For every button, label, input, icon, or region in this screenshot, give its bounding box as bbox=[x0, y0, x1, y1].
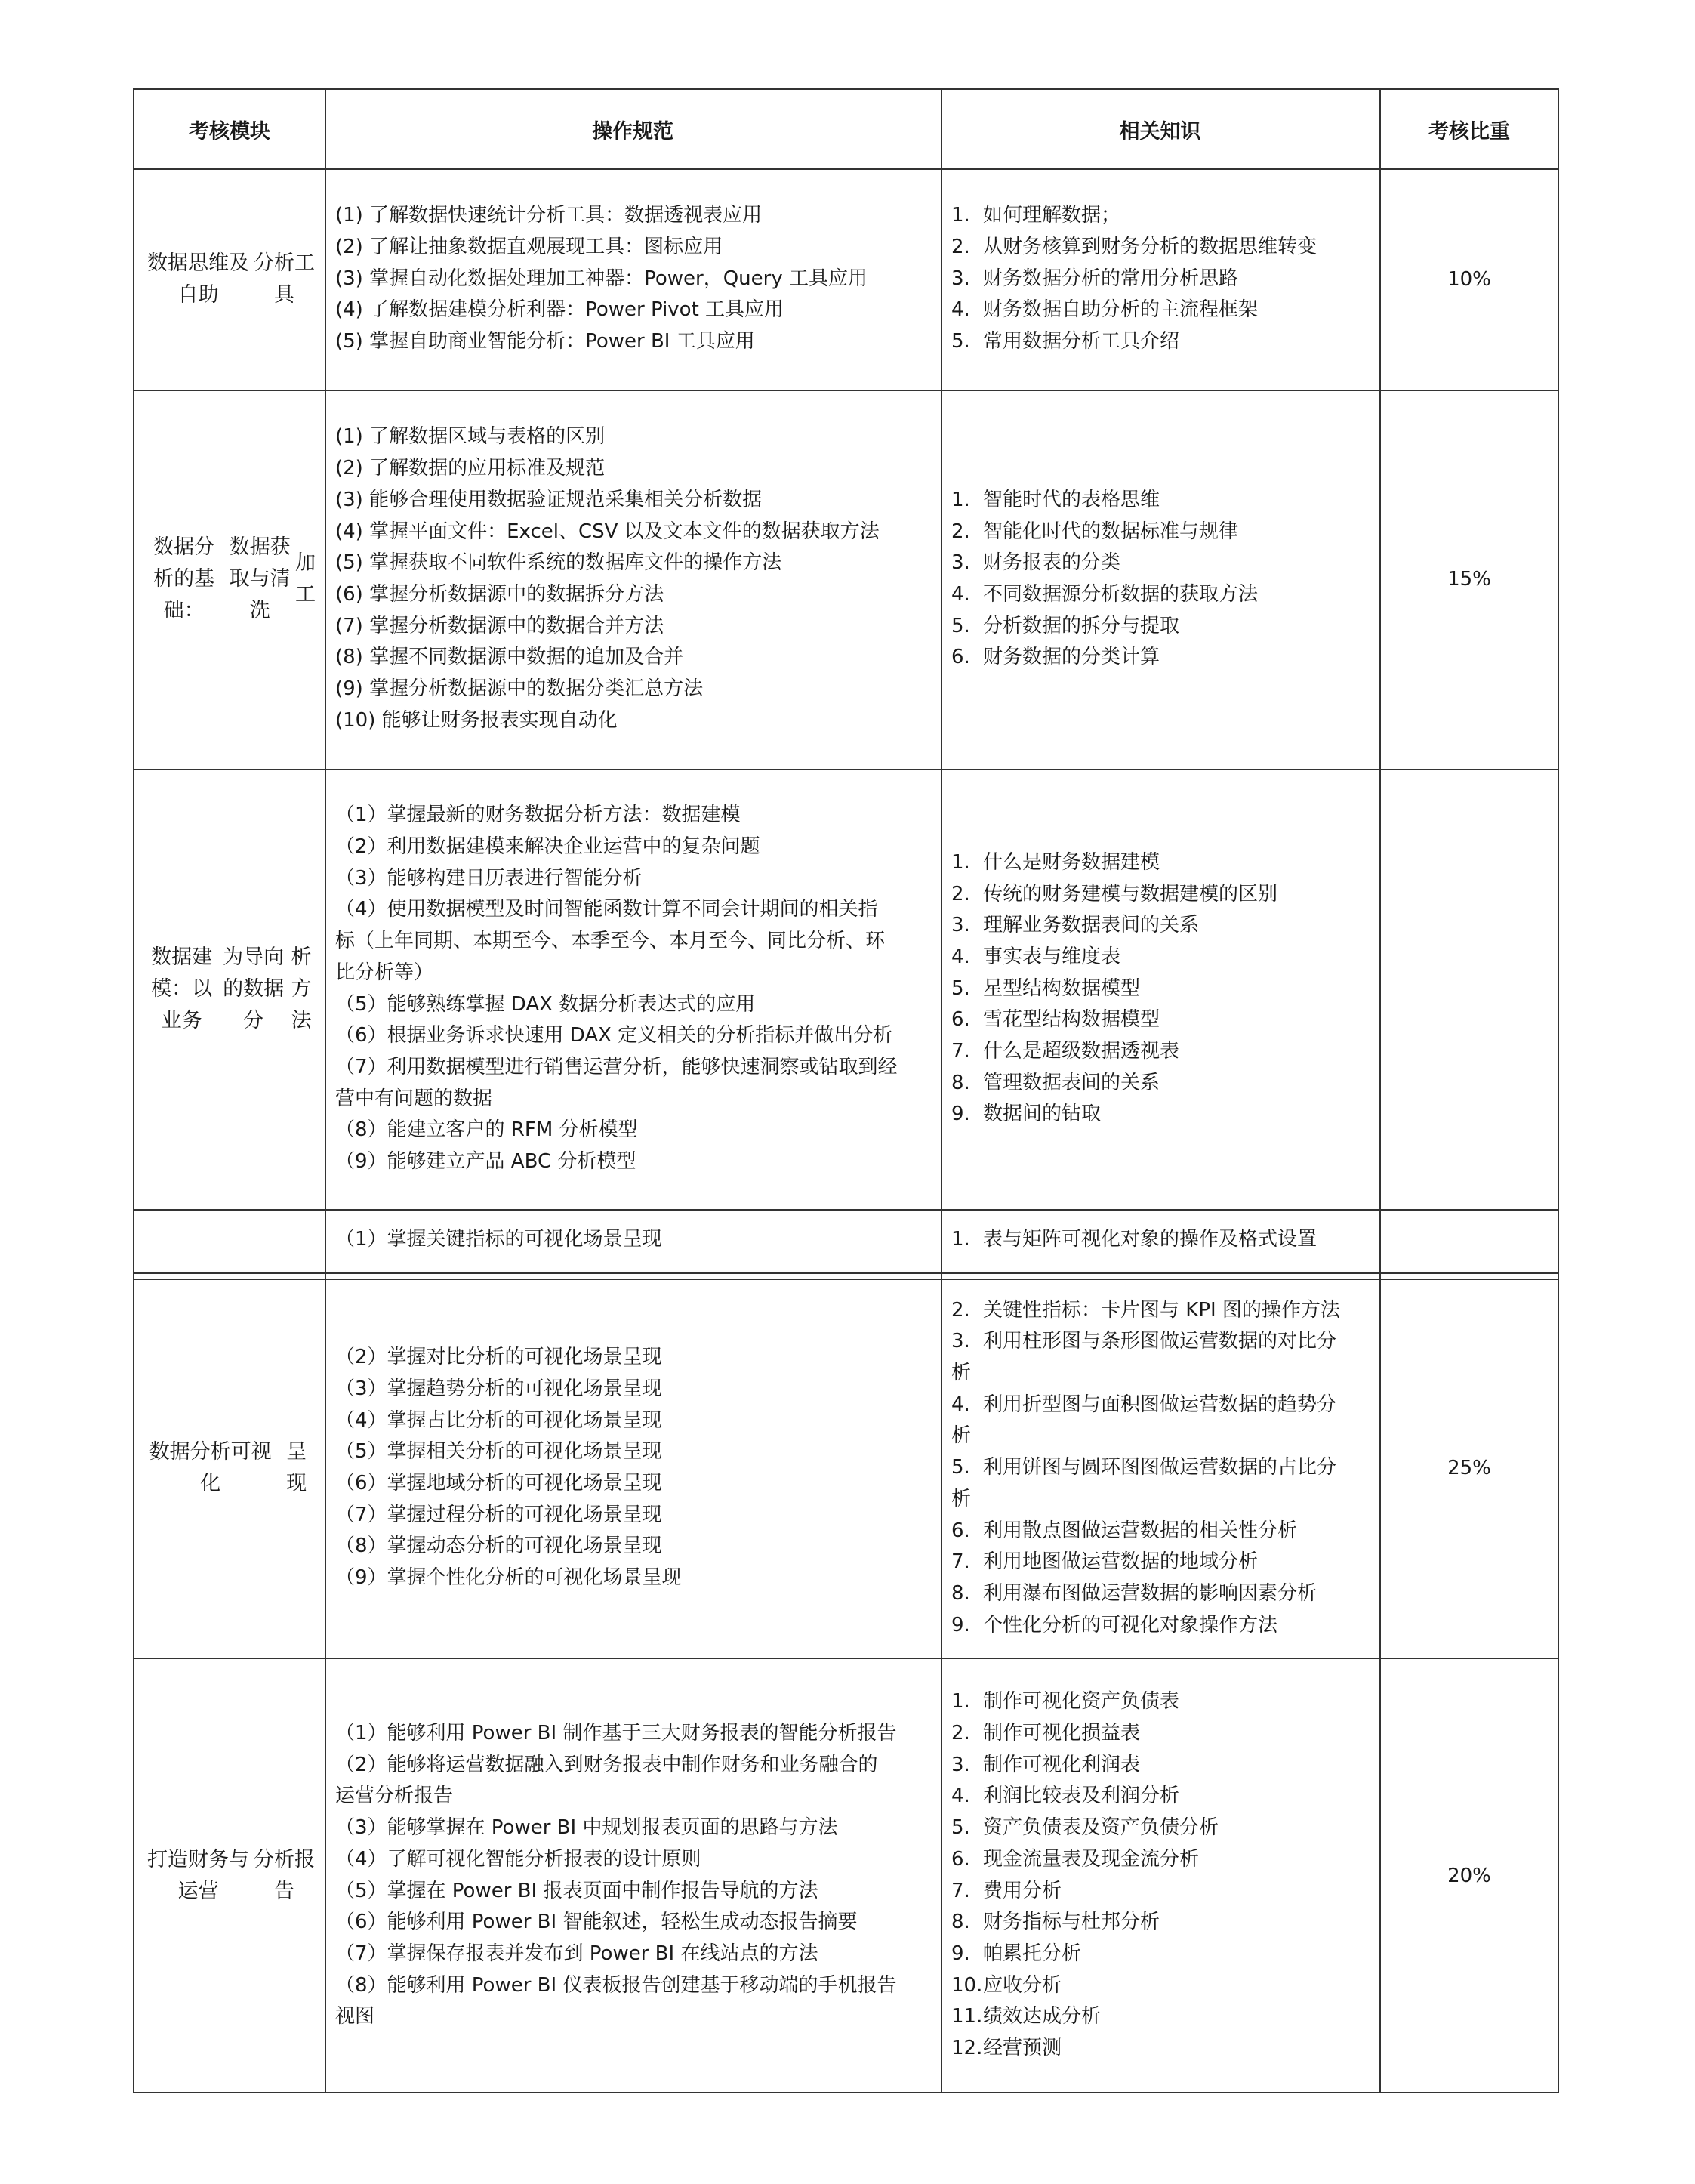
operations-cell bbox=[325, 1209, 941, 1272]
knowledge-text: 分析数据的拆分与提取 bbox=[983, 614, 1180, 637]
knowledge-text: 制作可视化利润表 bbox=[983, 1753, 1141, 1776]
knowledge-text: 利用折型图与面积图做运营数据的趋势分 bbox=[983, 1393, 1337, 1416]
knowledge-number: 2. bbox=[951, 882, 970, 905]
knowledge-text: 不同数据源分析数据的获取方法 bbox=[983, 583, 1259, 606]
operations-cell bbox=[325, 769, 941, 1209]
knowledge-item bbox=[951, 485, 1370, 517]
module-cell bbox=[134, 1279, 325, 1658]
header-module: 考核模块 bbox=[189, 119, 270, 143]
knowledge-number: 2. bbox=[951, 520, 970, 543]
knowledge-number: 3. bbox=[951, 1753, 970, 1776]
knowledge-number: 8. bbox=[951, 1581, 970, 1605]
knowledge-number: 2. bbox=[951, 235, 970, 258]
operation-item: （8）能够利用 Power BI 仪表板报告创建基于移动端的手机报告 bbox=[335, 1973, 897, 1997]
knowledge-number: 4. bbox=[951, 945, 970, 968]
knowledge-number: 7. bbox=[951, 1040, 970, 1063]
knowledge-number: 5. bbox=[951, 614, 970, 637]
knowledge-item bbox=[951, 910, 1370, 942]
knowledge-number: 6. bbox=[951, 1008, 970, 1032]
knowledge-number: 8. bbox=[951, 1911, 970, 1934]
knowledge-text: 帕累托分析 bbox=[983, 1942, 1082, 1965]
operation-item: (10) 能够让财务报表实现自动化 bbox=[335, 708, 618, 732]
operation-item: (5) 掌握获取不同软件系统的数据库文件的操作方法 bbox=[335, 551, 782, 575]
knowledge-number: 8. bbox=[951, 1071, 970, 1094]
module-line: 数据建模：以业务 bbox=[151, 945, 213, 1032]
operation-item: （4）掌握占比分析的可视化场景呈现 bbox=[335, 1408, 662, 1432]
operation-item: (5) 掌握自助商业智能分析：Power BI 工具应用 bbox=[335, 330, 755, 353]
module-cell bbox=[134, 390, 325, 769]
operation-item: (2) 了解让抽象数据直观展现工具：图标应用 bbox=[335, 235, 723, 258]
operation-item: （5）能够熟练掌握 DAX 数据分析表达式的应用 bbox=[335, 992, 756, 1016]
module-line: 分析报告 bbox=[254, 1847, 316, 1903]
knowledge-text: 常用数据分析工具介绍 bbox=[983, 330, 1180, 353]
knowledge-number: 4. bbox=[951, 1393, 970, 1416]
knowledge-item bbox=[951, 1939, 1370, 1970]
operation-item: （1）掌握最新的财务数据分析方法：数据建模 bbox=[335, 804, 741, 827]
operation-item: （8）能建立客户的 RFM 分析模型 bbox=[335, 1118, 638, 1142]
knowledge-text: 财务数据分析的常用分析思路 bbox=[983, 267, 1239, 290]
knowledge-item bbox=[951, 1844, 1370, 1876]
knowledge-item bbox=[951, 1295, 1370, 1327]
weight-cell bbox=[1379, 769, 1559, 1209]
operation-item: (3) 掌握自动化数据处理加工神器：Power，Query 工具应用 bbox=[335, 267, 868, 290]
knowledge-number: 1. bbox=[951, 204, 970, 227]
knowledge-number: 4. bbox=[951, 298, 970, 322]
weight-cell: 10% bbox=[1447, 267, 1491, 291]
knowledge-text: 关键性指标：卡片图与 KPI 图的操作方法 bbox=[983, 1298, 1340, 1322]
knowledge-number: 2. bbox=[951, 1298, 970, 1322]
operation-item: 营中有问题的数据 bbox=[335, 1087, 493, 1110]
knowledge-number: 5. bbox=[951, 330, 970, 353]
knowledge-item bbox=[951, 326, 1370, 358]
module-cell bbox=[134, 769, 325, 1209]
knowledge-number: 6. bbox=[951, 646, 970, 669]
knowledge-cell bbox=[941, 1658, 1379, 2093]
module-cell bbox=[134, 1658, 325, 2093]
operation-item: (7) 掌握分析数据源中的数据合并方法 bbox=[335, 614, 664, 637]
knowledge-item bbox=[951, 200, 1370, 232]
knowledge-text: 财务指标与杜邦分析 bbox=[983, 1911, 1160, 1934]
knowledge-item bbox=[951, 548, 1370, 579]
knowledge-number: 1. bbox=[951, 1690, 970, 1714]
knowledge-text: 析 bbox=[951, 1362, 972, 1385]
knowledge-item bbox=[951, 2001, 1370, 2033]
knowledge-number: 1. bbox=[951, 488, 970, 511]
knowledge-text: 个性化分析的可视化对象操作方法 bbox=[983, 1613, 1278, 1636]
operation-item: (9) 掌握分析数据源中的数据分类汇总方法 bbox=[335, 677, 704, 701]
knowledge-text: 析 bbox=[951, 1424, 972, 1448]
operation-item: （3）掌握趋势分析的可视化场景呈现 bbox=[335, 1377, 662, 1400]
knowledge-number: 5. bbox=[951, 1456, 970, 1479]
operation-item: （9）能够建立产品 ABC 分析模型 bbox=[335, 1150, 636, 1174]
knowledge-number: 3. bbox=[951, 551, 970, 575]
module-line: 数据获取与清洗 bbox=[229, 535, 291, 622]
weight-cell: 20% bbox=[1447, 1864, 1491, 1887]
assessment-table bbox=[133, 88, 1559, 2093]
knowledge-item bbox=[951, 1036, 1370, 1068]
knowledge-text: 绩效达成分析 bbox=[983, 2005, 1102, 2028]
operations-cell bbox=[325, 168, 941, 390]
knowledge-number: 9. bbox=[951, 1613, 970, 1636]
knowledge-text: 从财务核算到财务分析的数据思维转变 bbox=[983, 235, 1317, 258]
module-line: 为导向的数据分 bbox=[223, 945, 285, 1032]
knowledge-number: 9. bbox=[951, 1942, 970, 1965]
module-line: 加工 bbox=[295, 551, 316, 606]
knowledge-number: 3. bbox=[951, 914, 970, 937]
module-line: 呈现 bbox=[286, 1440, 307, 1495]
operation-item: （5）掌握在 Power BI 报表页面中制作报告导航的方法 bbox=[335, 1879, 818, 1902]
operation-item: （7）掌握过程分析的可视化场景呈现 bbox=[335, 1503, 662, 1526]
knowledge-item bbox=[951, 1781, 1370, 1812]
knowledge-item bbox=[951, 1421, 1370, 1452]
knowledge-item bbox=[951, 1452, 1370, 1484]
knowledge-item bbox=[951, 1718, 1370, 1750]
knowledge-number: 2. bbox=[951, 1721, 970, 1744]
knowledge-text: 什么是财务数据建模 bbox=[983, 850, 1160, 874]
knowledge-number: 3. bbox=[951, 267, 970, 290]
knowledge-text: 利润比较表及利润分析 bbox=[983, 1785, 1180, 1808]
knowledge-item bbox=[951, 611, 1370, 643]
weight-cell: 25% bbox=[1447, 1457, 1491, 1479]
knowledge-item bbox=[951, 232, 1370, 264]
operation-item: （2）掌握对比分析的可视化场景呈现 bbox=[335, 1346, 662, 1369]
knowledge-item bbox=[951, 517, 1370, 548]
knowledge-item bbox=[951, 1876, 1370, 1908]
knowledge-item bbox=[951, 1547, 1370, 1578]
knowledge-item bbox=[951, 1750, 1370, 1781]
operation-item: （3）能够构建日历表进行智能分析 bbox=[335, 866, 643, 890]
knowledge-number: 12. bbox=[951, 2037, 983, 2060]
knowledge-text: 制作可视化资产负债表 bbox=[983, 1690, 1180, 1714]
knowledge-text: 财务数据的分类计算 bbox=[983, 646, 1160, 669]
knowledge-text: 数据间的钻取 bbox=[983, 1103, 1102, 1126]
header-knowledge: 相关知识 bbox=[1119, 119, 1201, 143]
module-line: 数据分析可视化 bbox=[149, 1440, 272, 1495]
operation-item: （7）掌握保存报表并发布到 Power BI 在线站点的方法 bbox=[335, 1942, 818, 1965]
knowledge-number: 6. bbox=[951, 1519, 970, 1542]
knowledge-text: 雪花型结构数据模型 bbox=[983, 1008, 1160, 1032]
knowledge-text: 事实表与维度表 bbox=[983, 945, 1121, 968]
knowledge-item bbox=[951, 1358, 1370, 1390]
knowledge-item bbox=[951, 1326, 1370, 1358]
knowledge-item bbox=[951, 847, 1370, 879]
operation-item: （4）了解可视化智能分析报表的设计原则 bbox=[335, 1847, 701, 1871]
knowledge-item bbox=[951, 973, 1370, 1005]
operation-item: （1）掌握关键指标的可视化场景呈现 bbox=[335, 1228, 662, 1251]
operation-item: (1) 了解数据快速统计分析工具：数据透视表应用 bbox=[335, 204, 763, 227]
knowledge-item bbox=[951, 642, 1370, 674]
knowledge-item bbox=[951, 1970, 1370, 2002]
operation-item: （7）利用数据模型进行销售运营分析，能够快速洞察或钻取到经 bbox=[335, 1055, 898, 1078]
operation-item: (4) 了解数据建模分析利器：Power Pivot 工具应用 bbox=[335, 298, 784, 322]
knowledge-number: 1. bbox=[951, 1228, 970, 1251]
operation-item: （6）能够利用 Power BI 智能叙述，轻松生成动态报告摘要 bbox=[335, 1911, 858, 1934]
knowledge-cell bbox=[941, 769, 1379, 1209]
knowledge-item bbox=[951, 1610, 1370, 1642]
operation-item: （9）掌握个性化分析的可视化场景呈现 bbox=[335, 1566, 682, 1590]
knowledge-text: 经营预测 bbox=[983, 2037, 1062, 2060]
knowledge-item bbox=[951, 1686, 1370, 1718]
row-divider bbox=[134, 1272, 1558, 1274]
knowledge-item bbox=[951, 879, 1370, 911]
knowledge-text: 利用地图做运营数据的地域分析 bbox=[983, 1550, 1259, 1574]
knowledge-text: 理解业务数据表间的关系 bbox=[983, 914, 1200, 937]
knowledge-number: 1. bbox=[951, 850, 970, 874]
knowledge-item bbox=[951, 1578, 1370, 1610]
knowledge-number: 6. bbox=[951, 1847, 970, 1871]
operation-item: （8）掌握动态分析的可视化场景呈现 bbox=[335, 1535, 662, 1558]
knowledge-number: 7. bbox=[951, 1550, 970, 1574]
operations-cell bbox=[325, 1658, 941, 2093]
operation-item: 运营分析报告 bbox=[335, 1785, 454, 1808]
knowledge-number: 4. bbox=[951, 583, 970, 606]
knowledge-item bbox=[951, 295, 1370, 326]
knowledge-text: 智能时代的表格思维 bbox=[983, 488, 1160, 511]
operation-item: (3) 能够合理使用数据验证规范采集相关分析数据 bbox=[335, 488, 763, 511]
module-line: 析方法 bbox=[291, 945, 312, 1032]
module-line: 打造财务与运营 bbox=[147, 1847, 250, 1903]
module-line: 数据分析的基础： bbox=[153, 535, 215, 622]
operation-item: 标（上年同期、本期至今、本季至今、本月至今、同比分析、环 bbox=[335, 930, 886, 953]
knowledge-text: 财务报表的分类 bbox=[983, 551, 1121, 575]
knowledge-text: 星型结构数据模型 bbox=[983, 976, 1141, 1000]
operation-item: （5）掌握相关分析的可视化场景呈现 bbox=[335, 1440, 662, 1464]
knowledge-text: 应收分析 bbox=[983, 1973, 1062, 1997]
operation-item: (1) 了解数据区域与表格的区别 bbox=[335, 425, 606, 449]
knowledge-text: 资产负债表及资产负债分析 bbox=[983, 1816, 1219, 1840]
knowledge-item bbox=[951, 2033, 1370, 2065]
knowledge-item bbox=[951, 1068, 1370, 1100]
operation-item: (2) 了解数据的应用标准及规范 bbox=[335, 457, 606, 480]
operation-item: （1）能够利用 Power BI 制作基于三大财务报表的智能分析报告 bbox=[335, 1721, 897, 1744]
knowledge-item bbox=[951, 264, 1370, 295]
knowledge-text: 传统的财务建模与数据建模的区别 bbox=[983, 882, 1278, 905]
operation-item: （6）掌握地域分析的可视化场景呈现 bbox=[335, 1472, 662, 1495]
module-line: 数据思维及自助 bbox=[147, 251, 250, 307]
module-cell bbox=[134, 168, 325, 390]
knowledge-item bbox=[951, 1516, 1370, 1547]
knowledge-text: 制作可视化损益表 bbox=[983, 1721, 1141, 1744]
knowledge-item bbox=[951, 1812, 1370, 1844]
knowledge-item bbox=[951, 1224, 1370, 1256]
knowledge-text: 利用瀑布图做运营数据的影响因素分析 bbox=[983, 1581, 1317, 1605]
knowledge-text: 表与矩阵可视化对象的操作及格式设置 bbox=[983, 1228, 1317, 1251]
knowledge-number: 4. bbox=[951, 1785, 970, 1808]
knowledge-cell bbox=[941, 390, 1379, 769]
operation-item: 视图 bbox=[335, 2005, 375, 2028]
knowledge-text: 析 bbox=[951, 1487, 972, 1510]
knowledge-number: 5. bbox=[951, 1816, 970, 1840]
knowledge-item bbox=[951, 1484, 1370, 1516]
knowledge-item bbox=[951, 1099, 1370, 1131]
knowledge-item bbox=[951, 1004, 1370, 1036]
header-weight: 考核比重 bbox=[1428, 119, 1510, 143]
knowledge-cell bbox=[941, 168, 1379, 390]
knowledge-cell bbox=[941, 1209, 1379, 1272]
knowledge-item bbox=[951, 579, 1370, 611]
operations-cell bbox=[325, 390, 941, 769]
knowledge-item bbox=[951, 942, 1370, 973]
module-cell bbox=[134, 1209, 325, 1272]
operation-item: (8) 掌握不同数据源中数据的追加及合并 bbox=[335, 646, 684, 669]
knowledge-number: 5. bbox=[951, 976, 970, 1000]
module-line: 分析工具 bbox=[254, 251, 316, 307]
weight-cell bbox=[1379, 1209, 1559, 1272]
operation-item: （2）利用数据建模来解决企业运营中的复杂问题 bbox=[335, 834, 760, 858]
knowledge-number: 3. bbox=[951, 1330, 970, 1353]
knowledge-text: 管理数据表间的关系 bbox=[983, 1071, 1160, 1094]
operation-item: (4) 掌握平面文件：Excel、CSV 以及文本文件的数据获取方法 bbox=[335, 520, 880, 543]
operation-item: （2）能够将运营数据融入到财务报表中制作财务和业务融合的 bbox=[335, 1753, 878, 1776]
operation-item: （3）能够掌握在 Power BI 中规划报表页面的思路与方法 bbox=[335, 1816, 838, 1840]
knowledge-text: 费用分析 bbox=[983, 1879, 1062, 1902]
knowledge-text: 智能化时代的数据标准与规律 bbox=[983, 520, 1239, 543]
knowledge-item bbox=[951, 1907, 1370, 1939]
operation-item: （6）根据业务诉求快速用 DAX 定义相关的分析指标并做出分析 bbox=[335, 1024, 893, 1047]
knowledge-text: 利用饼图与圆环图图做运营数据的占比分 bbox=[983, 1456, 1337, 1479]
knowledge-text: 现金流量表及现金流分析 bbox=[983, 1847, 1200, 1871]
knowledge-item bbox=[951, 1390, 1370, 1421]
knowledge-text: 利用散点图做运营数据的相关性分析 bbox=[983, 1519, 1298, 1542]
knowledge-number: 9. bbox=[951, 1103, 970, 1126]
knowledge-number: 7. bbox=[951, 1879, 970, 1902]
weight-cell: 15% bbox=[1447, 568, 1491, 591]
knowledge-text: 财务数据自助分析的主流程框架 bbox=[983, 298, 1259, 322]
knowledge-cell bbox=[941, 1279, 1379, 1658]
knowledge-number: 11. bbox=[951, 2005, 983, 2028]
operations-cell bbox=[325, 1279, 941, 1658]
operation-item: （4）使用数据模型及时间智能函数计算不同会计期间的相关指 bbox=[335, 898, 878, 921]
knowledge-text: 如何理解数据； bbox=[983, 204, 1121, 227]
knowledge-text: 什么是超级数据透视表 bbox=[983, 1040, 1180, 1063]
operation-item: 比分析等） bbox=[335, 961, 434, 984]
operation-item: (6) 掌握分析数据源中的数据拆分方法 bbox=[335, 583, 664, 606]
knowledge-text: 利用柱形图与条形图做运营数据的对比分 bbox=[983, 1330, 1337, 1353]
header-operations: 操作规范 bbox=[592, 119, 673, 143]
knowledge-number: 10. bbox=[951, 1973, 983, 1997]
